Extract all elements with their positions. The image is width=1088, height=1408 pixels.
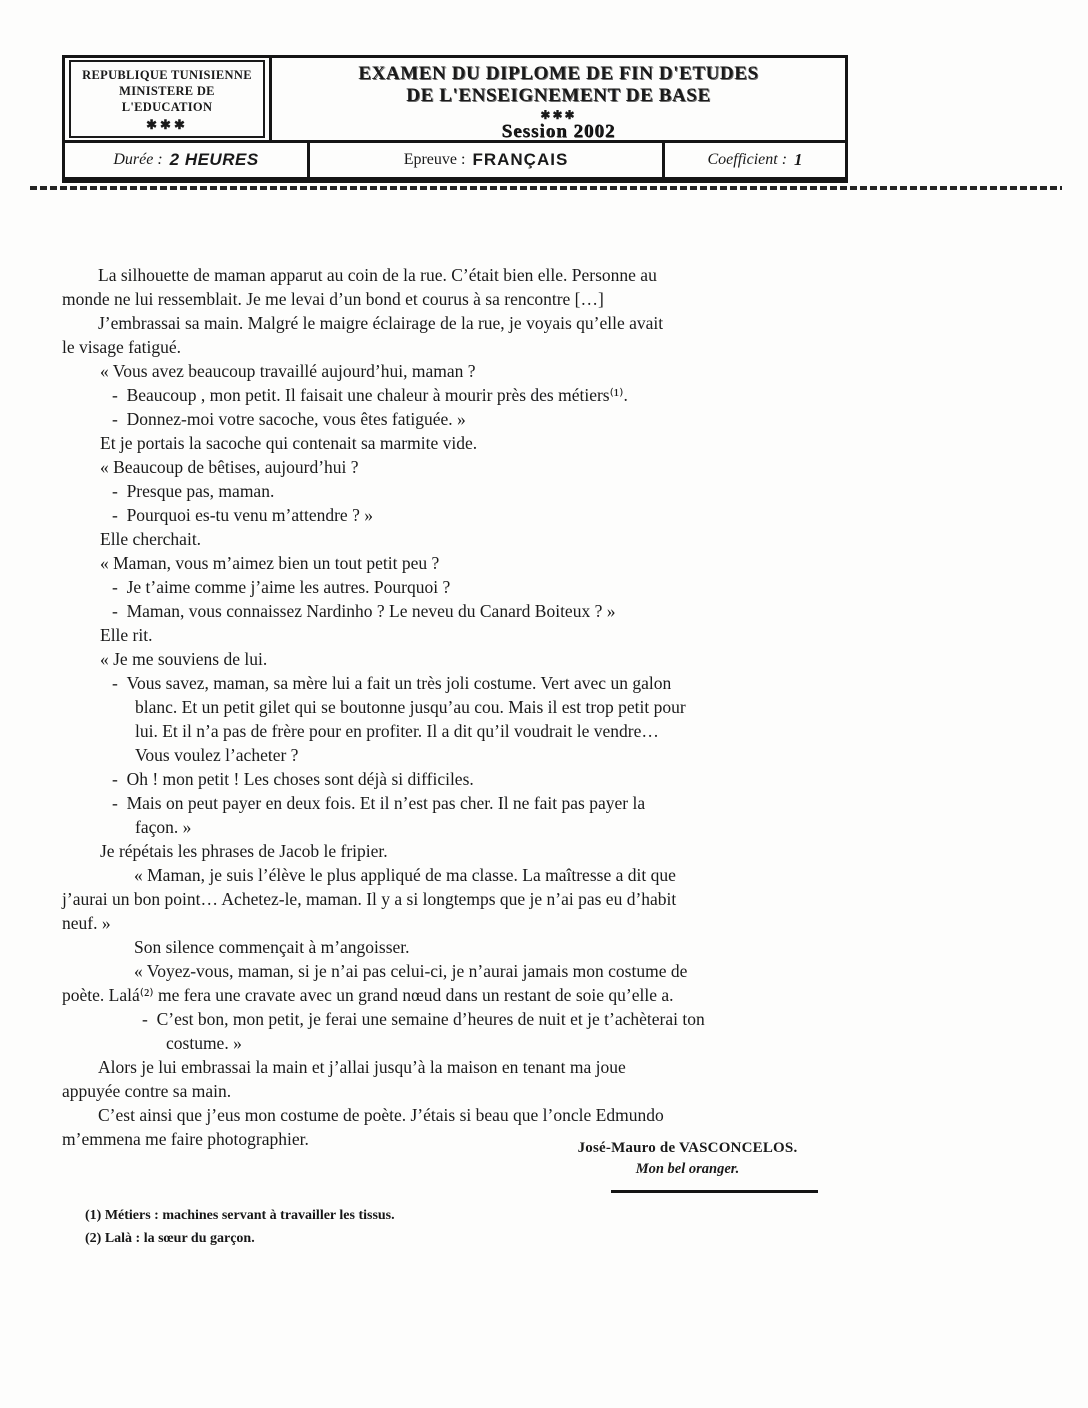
exam-header-box	[62, 55, 848, 183]
reading-passage	[62, 263, 824, 1151]
text-line: « Je me souviens de lui.	[100, 649, 268, 669]
text-line: « Voyez-vous, maman, si je n’ai pas celui-ci, je n’aurai jamais mon costume de	[134, 961, 688, 981]
text-line: - Vous savez, maman, sa mère lui a fait un très joli costume. Vert avec un galon	[112, 673, 672, 693]
session-label: Session 2002	[501, 121, 616, 142]
text-line: J’embrassai sa main. Malgré le maigre éclairage de la rue, je voyais qu’elle avait	[98, 313, 664, 333]
text-line: - Maman, vous connaissez Nardinho ? Le neveu du Canard Boiteux ? »	[112, 601, 616, 621]
exam-title-line2: DE L'ENSEIGNEMENT DE BASE	[406, 85, 711, 106]
text-line: - Beaucoup , mon petit. Il faisait une chaleur à mourir près des métiers⁽¹⁾.	[112, 385, 628, 405]
republic-label: REPUBLIQUE TUNISIENNE	[82, 68, 252, 82]
text-line: C’est ainsi que j’eus mon costume de poète. J’étais si beau que l’oncle Edmundo	[98, 1105, 664, 1125]
text-line: - C’est bon, mon petit, je ferai une semaine d’heures de nuit et je t’achèterai ton	[142, 1009, 705, 1029]
text-line: Son silence commençait à m’angoisser.	[134, 937, 410, 957]
text-line: blanc. Et un petit gilet qui se boutonne jusqu’au cou. Mais il est trop petit pour	[135, 697, 686, 717]
coefficient-value: 1	[794, 150, 803, 169]
footnote-2: (2) Lalà : la sœur du garçon.	[85, 1231, 255, 1246]
subject-label: Epreuve :	[403, 151, 466, 168]
text-line: le visage fatigué.	[62, 337, 182, 357]
text-line: « Vous avez beaucoup travaillé aujourd’hui, maman ?	[100, 361, 476, 381]
duration-cell	[65, 143, 310, 177]
subject-value: FRANÇAIS	[472, 150, 569, 169]
text-line: « Maman, je suis l’élève le plus appliqué de ma classe. La maîtresse a dit que	[134, 865, 676, 885]
text-line: lui. Et il n’a pas de frère pour en profiter. Il a dit qu’il voudrait le vendre…	[135, 721, 659, 741]
author-name: José-Mauro de VASCONCELOS.	[577, 1140, 798, 1156]
signature-rule	[611, 1190, 818, 1193]
text-line: « Beaucoup de bêtises, aujourd’hui ?	[100, 457, 359, 477]
text-line: poète. Lalá⁽²⁾ me fera une cravate avec un grand nœud dans un restant de soie qu’elle a.	[62, 985, 674, 1005]
footnotes-block	[85, 1204, 395, 1250]
signature-block	[555, 1140, 820, 1178]
duration-label: Durée :	[113, 151, 163, 168]
footnote-1: (1) Métiers : machines servant à travailler les tissus.	[85, 1208, 395, 1223]
text-line: neuf. »	[62, 913, 111, 933]
text-line: m’emmena me faire photographier.	[62, 1129, 309, 1149]
stars-ornament: ✱✱✱	[146, 117, 188, 132]
text-line: Vous voulez l’acheter ?	[135, 745, 299, 765]
text-line: monde ne lui ressemblait. Je me levai d’un bond et courus à sa rencontre […]	[62, 289, 604, 309]
text-line: - Presque pas, maman.	[112, 481, 275, 501]
header-bottom-row	[65, 140, 845, 177]
text-line: La silhouette de maman apparut au coin de la rue. C’était bien elle. Personne au	[98, 265, 657, 285]
text-line: Elle rit.	[100, 625, 153, 645]
work-title: Mon bel oranger.	[635, 1161, 740, 1177]
text-line: - Mais on peut payer en deux fois. Et il n’est pas cher. Il ne fait pas payer la	[112, 793, 646, 813]
text-line: façon. »	[135, 817, 192, 837]
text-line: j’aurai un bon point… Achetez-le, maman. Il y a si longtemps que je n’ai pas eu d’habit	[62, 889, 677, 909]
subject-cell	[310, 143, 665, 177]
text-line: Et je portais la sacoche qui contenait sa marmite vide.	[100, 433, 478, 453]
text-line: costume. »	[166, 1033, 242, 1053]
coefficient-cell	[665, 143, 845, 177]
text-line: Elle cherchait.	[100, 529, 202, 549]
exam-title-cell	[272, 58, 845, 140]
text-line: Je répétais les phrases de Jacob le fripier.	[100, 841, 388, 861]
stars-ornament: ✱✱✱	[540, 108, 577, 122]
duration-value: 2 HEURES	[169, 150, 259, 169]
exam-title-line1: EXAMEN DU DIPLOME DE FIN D'ETUDES	[358, 63, 759, 84]
text-line: Alors je lui embrassai la main et j’allai jusqu’à la maison en tenant ma joue	[98, 1057, 626, 1077]
text-line: « Maman, vous m’aimez bien un tout petit peu ?	[100, 553, 440, 573]
text-line: appuyée contre sa main.	[62, 1081, 232, 1101]
ministry-box	[69, 60, 265, 138]
text-line: - Oh ! mon petit ! Les choses sont déjà si difficiles.	[112, 769, 474, 789]
header-top-row	[65, 58, 845, 140]
text-line: - Je t’aime comme j’aime les autres. Pourquoi ?	[112, 577, 451, 597]
ministry-label: MINISTERE DE L'EDUCATION	[119, 84, 215, 114]
text-line: - Donnez-moi votre sacoche, vous êtes fatiguée. »	[112, 409, 466, 429]
text-line: - Pourquoi es-tu venu m’attendre ? »	[112, 505, 373, 525]
ministry-cell	[65, 58, 272, 140]
coefficient-label: Coefficient :	[707, 151, 788, 168]
dotted-separator	[30, 186, 1062, 190]
